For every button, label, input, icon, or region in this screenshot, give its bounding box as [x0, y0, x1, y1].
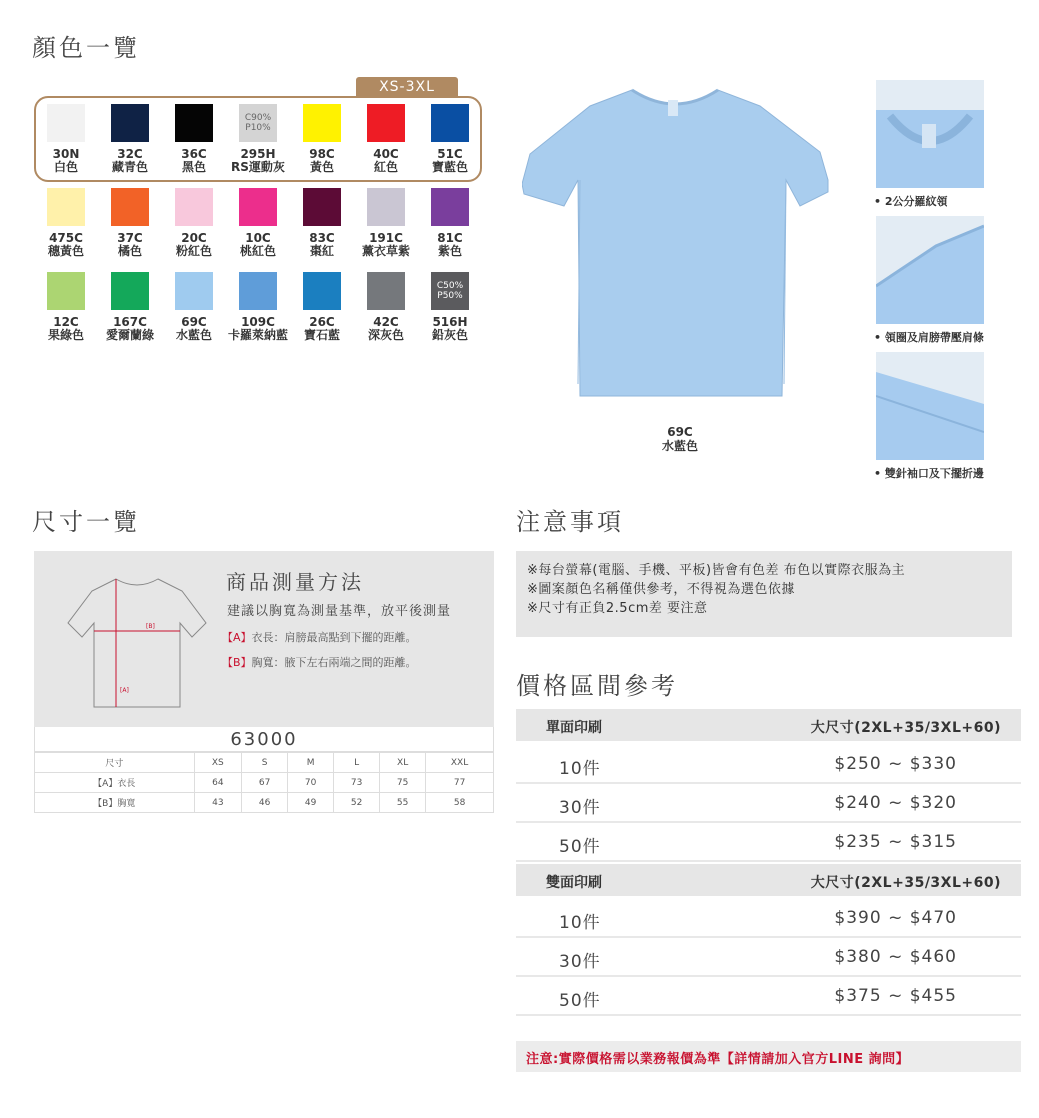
price-row [516, 899, 1021, 938]
measure-method-sub: 建議以胸寬為測量基準，放平後測量 [227, 604, 452, 619]
price-row [516, 977, 1021, 1016]
size-cell: 43 [194, 793, 242, 813]
price-section-title: 價格區間參考 [516, 672, 678, 700]
size-cell: 55 [380, 793, 426, 813]
color-chip [47, 104, 85, 142]
color-swatch [34, 184, 98, 258]
color-chip [175, 272, 213, 310]
price-qty: 30件 [559, 952, 601, 972]
measure-a-desc: 衣長：肩膀最高點到下擺的距離。 [251, 631, 417, 644]
price-range: $250 ~ $330 [834, 754, 957, 774]
color-swatch [354, 100, 418, 174]
size-header-cell: L [334, 753, 380, 773]
color-swatch [418, 100, 482, 174]
color-name: 桃紅色 [239, 244, 276, 258]
color-chip [303, 272, 341, 310]
color-code: 109C [241, 315, 275, 329]
size-cell: 73 [334, 773, 380, 793]
size-header-cell: S [242, 753, 288, 773]
detail-label-collar: • 2公分羅紋領 [874, 195, 948, 208]
color-code: 30N [52, 147, 80, 161]
chip-blend-text: C90% P10% [244, 113, 272, 133]
color-chip [367, 272, 405, 310]
price-qty: 50件 [559, 991, 601, 1011]
color-swatch [354, 184, 418, 258]
size-cell: 75 [380, 773, 426, 793]
size-table-header [35, 753, 494, 773]
size-cell: 【A】衣長 [35, 773, 195, 793]
color-code: 81C [437, 231, 463, 245]
color-chip [47, 188, 85, 226]
color-code: 191C [369, 231, 403, 245]
size-cell: 70 [288, 773, 334, 793]
swatch-row [34, 100, 482, 184]
price-qty: 50件 [559, 837, 601, 857]
color-chip [111, 272, 149, 310]
size-header-cell: M [288, 753, 334, 773]
color-code: 12C [53, 315, 79, 329]
price-row [516, 823, 1021, 862]
swatch-row [34, 268, 482, 352]
color-swatch [226, 268, 290, 342]
color-chip [175, 104, 213, 142]
price-row [516, 938, 1021, 977]
color-chip [303, 188, 341, 226]
price-group-label: 單面印刷 [546, 720, 602, 736]
product-color-code: 69C [667, 425, 693, 439]
color-swatch [34, 100, 98, 174]
shoulder-detail-icon [876, 216, 984, 324]
color-code: 37C [117, 231, 143, 245]
color-name: 寶石藍 [303, 328, 340, 342]
size-table-row [35, 793, 494, 813]
color-name: 白色 [53, 160, 78, 174]
color-code: 295H [240, 147, 276, 161]
product-tshirt-image [522, 84, 832, 404]
size-table [34, 752, 494, 813]
color-swatch [98, 184, 162, 258]
notes-panel [516, 551, 1012, 637]
color-chip [239, 104, 277, 142]
color-code: 40C [373, 147, 399, 161]
product-color-name: 水藍色 [661, 439, 698, 453]
size-header-cell: XXL [426, 753, 494, 773]
hem-detail-icon [876, 352, 984, 460]
size-range-tab: XS-3XL [356, 77, 458, 97]
color-name: 橘色 [117, 244, 142, 258]
color-name: RS運動灰 [231, 160, 285, 174]
size-header-cell: XL [380, 753, 426, 773]
price-range: $235 ~ $315 [834, 832, 957, 852]
price-group-extra: 大尺寸(2XL+35/3XL+60) [810, 720, 1001, 736]
color-code: 32C [117, 147, 143, 161]
price-qty: 10件 [559, 759, 601, 779]
price-range: $380 ~ $460 [834, 947, 957, 967]
swatch-row [34, 184, 482, 268]
color-chip [111, 104, 149, 142]
color-code: 516H [432, 315, 468, 329]
color-swatch [290, 184, 354, 258]
color-swatch [418, 184, 482, 258]
price-qty: 30件 [559, 798, 601, 818]
color-code: 42C [373, 315, 399, 329]
price-group-extra: 大尺寸(2XL+35/3XL+60) [810, 875, 1001, 891]
size-header-cell: 尺寸 [35, 753, 195, 773]
size-cell: 64 [194, 773, 242, 793]
color-name: 棗紅 [309, 244, 334, 258]
color-chip [431, 104, 469, 142]
size-section-title: 尺寸一覽 [32, 508, 140, 536]
color-code: 69C [181, 315, 207, 329]
measure-method-title: 商品測量方法 [226, 570, 364, 594]
color-name: 果綠色 [47, 328, 84, 342]
price-qty: 10件 [559, 913, 601, 933]
price-range: $375 ~ $455 [834, 986, 957, 1006]
price-group-header [516, 864, 1021, 896]
color-swatch [98, 100, 162, 174]
color-chip [47, 272, 85, 310]
note-line: ※尺寸有正負2.5cm差 要注意 [527, 601, 708, 616]
color-name: 鉛灰色 [431, 328, 468, 342]
color-chip [303, 104, 341, 142]
color-swatch [354, 268, 418, 342]
color-name: 藏青色 [111, 160, 148, 174]
color-name: 穗黃色 [47, 244, 84, 258]
detail-label-hem: • 雙針袖口及下擺折邊 [874, 467, 984, 480]
color-code: 36C [181, 147, 207, 161]
color-swatch [162, 268, 226, 342]
color-chip [367, 188, 405, 226]
size-cell: 77 [426, 773, 494, 793]
color-section-title: 顏色一覽 [32, 34, 140, 62]
price-notice: 注意:實際價格需以業務報價為準【詳情請加入官方LINE 詢問】 [516, 1041, 1021, 1072]
measure-b-text [222, 654, 417, 670]
detail-collar-image [876, 80, 984, 188]
tshirt-icon [522, 84, 832, 404]
color-name: 卡羅萊納藍 [227, 328, 288, 342]
measure-b-tag: 【B】 [222, 656, 252, 669]
color-code: 475C [49, 231, 83, 245]
color-name: 薰衣草紫 [361, 244, 410, 258]
price-range: $390 ~ $470 [834, 908, 957, 928]
color-chip [239, 272, 277, 310]
collar-detail-icon [876, 80, 984, 188]
size-cell: 49 [288, 793, 334, 813]
color-code: 51C [437, 147, 463, 161]
size-cell: 【B】胸寬 [35, 793, 195, 813]
color-name: 黃色 [309, 160, 334, 174]
color-swatch [34, 268, 98, 342]
note-line: ※每台螢幕(電腦、手機、平板)皆會有色差 布色以實際衣服為主 [527, 563, 906, 578]
color-code: 83C [309, 231, 335, 245]
color-chip [431, 188, 469, 226]
color-swatch [290, 100, 354, 174]
detail-shoulder-image [876, 216, 984, 324]
color-name: 深灰色 [367, 328, 404, 342]
color-code: 20C [181, 231, 207, 245]
price-row [516, 745, 1021, 784]
color-swatch [162, 184, 226, 258]
color-code: 98C [309, 147, 335, 161]
notes-section-title: 注意事項 [516, 508, 624, 536]
measure-b-desc: 胸寬：腋下左右兩端之間的距離。 [251, 656, 417, 669]
color-code: 26C [309, 315, 335, 329]
color-chip [111, 188, 149, 226]
measure-a-tag: 【A】 [222, 631, 252, 644]
color-name: 水藍色 [175, 328, 212, 342]
color-swatch [162, 100, 226, 174]
product-color-caption [630, 425, 730, 453]
model-number: 63000 [34, 727, 494, 752]
color-name: 紅色 [373, 160, 398, 174]
color-swatch-grid [34, 100, 482, 352]
diagram-a-label: [A] [120, 687, 129, 694]
color-name: 愛爾蘭綠 [105, 328, 154, 342]
color-chip [367, 104, 405, 142]
price-range: $240 ~ $320 [834, 793, 957, 813]
size-cell: 46 [242, 793, 288, 813]
detail-label-shoulder: • 領圈及肩膀帶壓肩條 [874, 331, 984, 344]
size-cell: 58 [426, 793, 494, 813]
color-name: 寶藍色 [431, 160, 468, 174]
size-header-cell: XS [194, 753, 242, 773]
color-swatch [226, 184, 290, 258]
color-swatch [226, 100, 290, 174]
measure-a-text [222, 629, 417, 645]
color-code: 167C [113, 315, 147, 329]
price-row [516, 784, 1021, 823]
diagram-b-label: [B] [146, 623, 155, 630]
color-swatch [418, 268, 482, 342]
price-group-header [516, 709, 1021, 741]
size-cell: 67 [242, 773, 288, 793]
color-swatch [290, 268, 354, 342]
detail-hem-image [876, 352, 984, 460]
color-name: 黑色 [181, 160, 206, 174]
tshirt-measure-diagram-icon [34, 551, 224, 727]
chip-blend-text: C50% P50% [436, 281, 464, 301]
color-chip [175, 188, 213, 226]
color-name: 粉紅色 [175, 244, 212, 258]
note-line: ※圖案顏色名稱僅供參考，不得視為選色依據 [527, 582, 795, 597]
size-cell: 52 [334, 793, 380, 813]
price-group-label: 雙面印刷 [546, 875, 602, 891]
color-chip [239, 188, 277, 226]
color-name: 紫色 [437, 244, 462, 258]
color-chip [431, 272, 469, 310]
color-swatch [98, 268, 162, 342]
color-code: 10C [245, 231, 271, 245]
size-table-row [35, 773, 494, 793]
